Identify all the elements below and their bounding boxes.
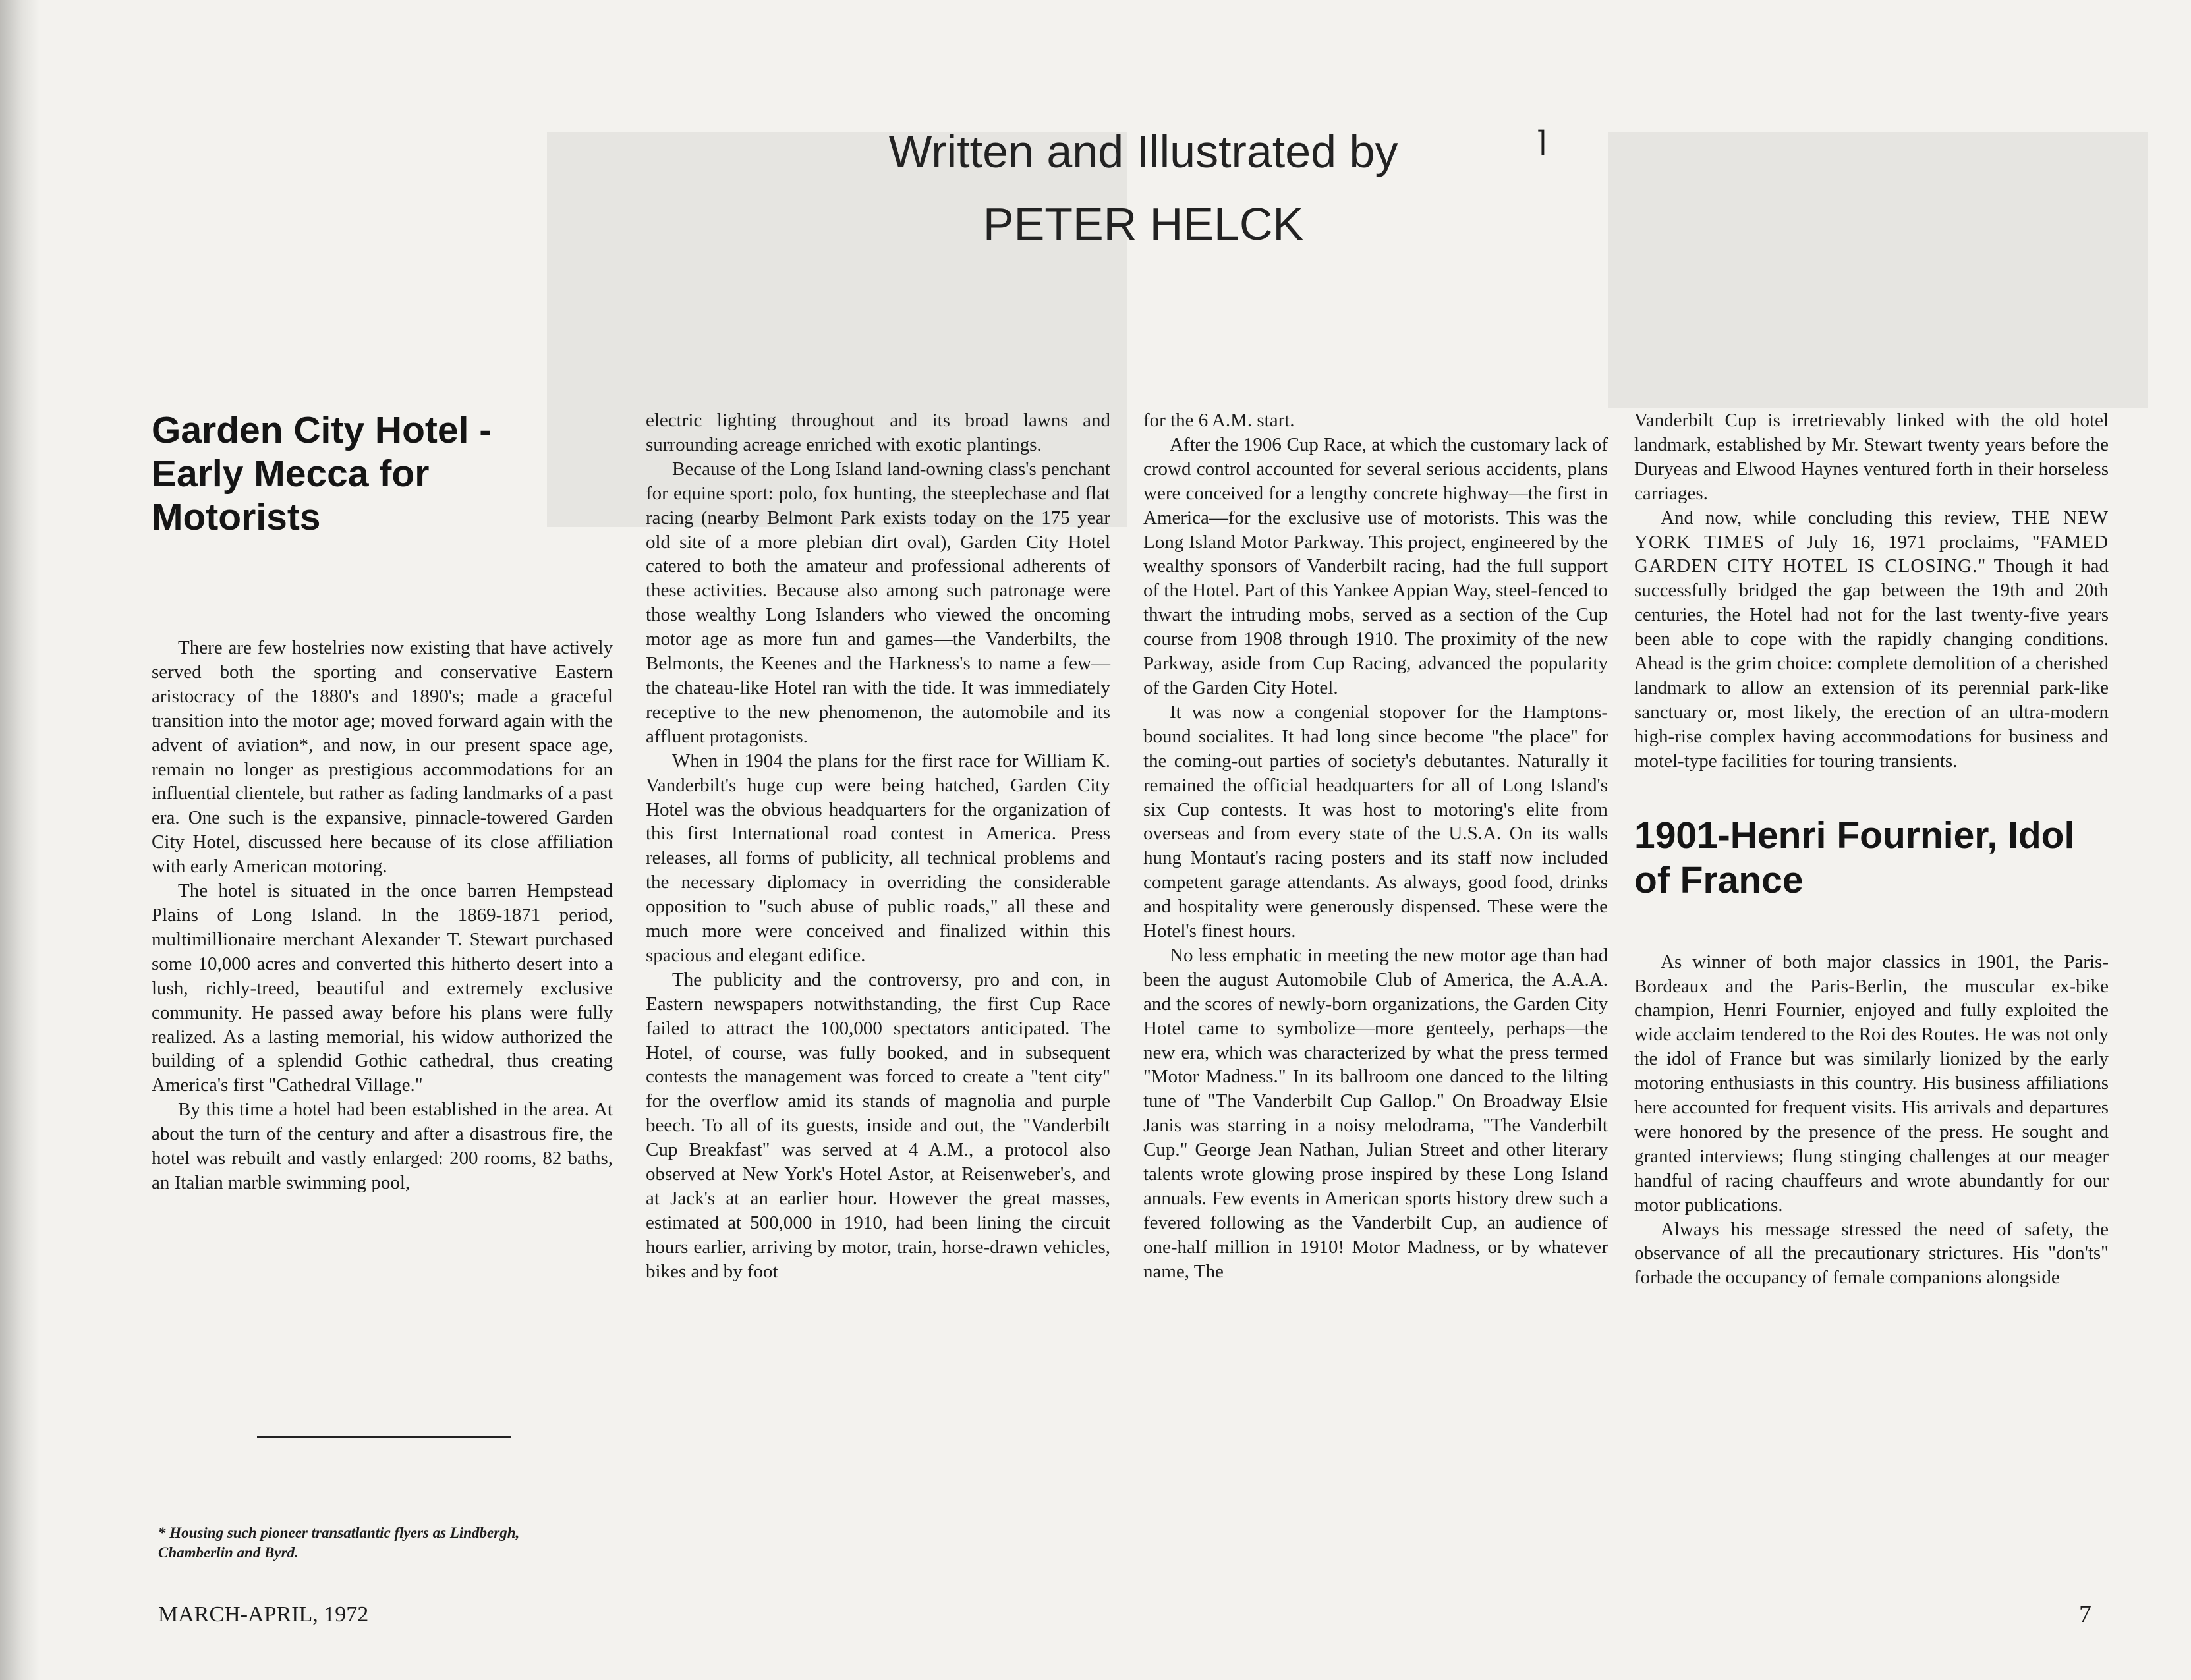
show-through-illustration-right — [1608, 132, 2148, 408]
paragraph — [1634, 506, 2109, 773]
byline-author: PETER HELCK — [982, 198, 1304, 250]
paragraph: electric lighting throughout and its broad lawns and surrounding acreage enriched with exotic plantings. — [646, 410, 1110, 455]
paragraph: As winner of both major classics in 1901, the Paris-Bordeaux and the Paris-Berlin, the muscular ex-bike champion, Henri Fournier, enjoyed and fully exploited the wide acclaim tendered to the Roi des Routes. He was not only the idol of France but was similarly lionized by the early motoring enthusiasts in this country. His business affiliations here accounted for frequent visits. His arrivals and departures were honored by the presence of the press. He sought and granted interviews; flung stinging challenges at our meager handful of racing chauffeurs and wrote abundantly for our motor publications. — [1634, 951, 2109, 1216]
footnote: * Housing such pioneer transatlantic flyers as Lindbergh, Chamberlin and Byrd. — [158, 1525, 520, 1561]
issue-date: MARCH-APRIL, 1972 — [158, 1602, 369, 1627]
paragraph: Because of the Long Island land-owning class's penchant for equine sport: polo, fox hunting, the steeplechase and flat racing (nearby Belmont Park exists today on the 175 year old site of a more plebian dirt oval), Garden City Hotel catered to both the amateur and professional adherents of these activities. Because also among such patronage were those wealthy Long Islanders who viewed the oncoming motor age as more fun and games—the Vanderbilts, the Belmonts, the Keenes and the Harkness's to name a few—the chateau-like Hotel ran with the tide. It was immediately receptive to the new phenomenon, the automobile and its affluent protagonists. — [646, 458, 1110, 747]
article-2-text — [1634, 950, 2109, 1291]
column-1-text — [152, 636, 613, 1195]
footnote-divider — [257, 1436, 511, 1438]
column-1 — [152, 408, 613, 1195]
paragraph: Vanderbilt Cup is irretrievably linked with the old hotel landmark, established by Mr. Stewart twenty years before the Duryeas and Elwood Haynes ventured forth in their horseless carriages. — [1634, 410, 2109, 504]
paragraph: By this time a hotel had been established in the area. At about the turn of the century and after a disastrous fire, the hotel was rebuilt and vastly enlarged: 200 rooms, 82 baths, an Italian marble swimming pool, — [152, 1099, 613, 1193]
paragraph: No less emphatic in meeting the new motor age than had been the august Automobile Club of America, the A.A.A. and the scores of newly-born organizations, the Garden City Hotel came to symbolize—more genteely, perhaps—the new era, which was characterized by what the press termed "Motor Madness." In its ballroom one danced to the lilting tune of "The Vanderbilt Cup Gallop." On Broadway Elsie Janis was starring in a noisy melodrama, "The Vanderbilt Cup." George Jean Nathan, Julian Street and other literary talents wrote glowing prose inspired by these Long Island annuals. Few events in American sports history drew such a fevered following as the Vanderbilt Cup, an audience of one-half million in 1910! Motor Madness, or by whatever name, The — [1143, 944, 1608, 1282]
paragraph: Always his message stressed the need of safety, the observance of all the precautionary strictures. His "don'ts" forbade the occupancy of female companions alongside — [1634, 1218, 2109, 1289]
column-2 — [646, 408, 1110, 1284]
column-2-text — [646, 408, 1110, 1284]
column-3 — [1143, 408, 1608, 1284]
column-4-text — [1634, 408, 2109, 773]
paragraph-text: And now, while concluding this review, — [1661, 507, 2012, 528]
newspaper-name: THE NEW YORK TIMES — [1634, 507, 2109, 553]
section-title: 1901-Henri Fournier, Idol of France — [1634, 814, 2075, 901]
paragraph-text: " Though it had successfully bridged the gap between the 19th and 20th centuries, the Hotel had not for the last twenty-five years been able to cope with the rapidly changing conditions. Ahead is the grim choice: complete demolition of a cherished landmark to allow an extension of its perennial park-like sanctuary or, most likely, the erection of an ultra-modern high-rise complex having accommodations for business and motel-type facilities for touring transients. — [1634, 555, 2109, 771]
column-3-text — [1143, 408, 1608, 1284]
paragraph: It was now a congenial stopover for the Hamptons-bound socialites. It had long since become "the place" for the coming-out parties of society's debutantes. Naturally it remained the official headquarters for all of Long Island's six Cup contests. It was host to motoring's elite from overseas and from every state of the U.S.A. On its walls hung Montaut's racing posters and its staff now included competent garage attendants. As always, good food, drinks and hospitality were generously dispensed. These were the Hotel's finest hours. — [1143, 701, 1608, 942]
newspaper-headline: FAMED GARDEN CITY HOTEL IS CLOSING. — [1634, 531, 2109, 577]
paragraph: After the 1906 Cup Race, at which the customary lack of crowd control accounted for several serious accidents, plans were conceived for a lengthy concrete highway—the first in America—for the exclusive use of motorists. This was the Long Island Motor Parkway. This project, engineered by the wealthy sponsors of Vanderbilt racing, had the full support of the Hotel. Part of this Yankee Appian Way, steel-fenced to thwart the intruding mobs, served as a section of the Cup course from 1908 through 1910. The proximity of the new Parkway, aside from Cup Racing, advanced the popularity of the Garden City Hotel. — [1143, 434, 1608, 698]
page-number: 7 — [2079, 1600, 2091, 1628]
paragraph: for the 6 A.M. start. — [1143, 410, 1295, 431]
paragraph: There are few hostelries now existing that have actively served both the sporting and conservative Eastern aristocracy of the 1880's and 1890's; made a graceful transition into the motor age; moved forward again with the advent of aviation*, and now, in our present space age, remain no longer as prestigious accommodations for an influential clientele, but rather as fading landmarks of a past era. One such is the expansive, pinnacle-towered Garden City Hotel, discussed here because of its close affiliation with early American motoring. — [152, 637, 613, 878]
paragraph: When in 1904 the plans for the first race for William K. Vanderbilt's huge cup were being hatched, Garden City Hotel was the obvious headquarters for the organization of this first International road contest in America. Press releases, all forms of publicity, all technical problems and the necessary diplomacy in overriding the considerable opposition to "such abuse of public roads," all these and much more were conceived and finalized within this spacious and elegant edifice. — [646, 750, 1110, 966]
paragraph: The publicity and the controversy, pro and con, in Eastern newspapers notwithstanding, the first Cup Race failed to attract the 100,000 spectators anticipated. The Hotel, of course, was fully booked, and in subsequent contests the management was forced to create a "tent city" for the overflow amid its stands of magnolia and purple beech. To all of its guests, inside and out, the "Vanderbilt Cup Breakfast" was served at 4 A.M., a protocol also observed at New York's Hotel Astor, at Reisenweber's, and at Jack's at an earlier hour. However the great masses, estimated at 500,000 in 1910, had been lining the circuit hours earlier, arriving by motor, train, horse-drawn vehicles, bikes and by foot — [646, 968, 1110, 1282]
paragraph-text: of July 16, 1971 proclaims, " — [1765, 531, 2040, 553]
paragraph: The hotel is situated in the once barren Hempstead Plains of Long Island. In the 1869-1871 period, multimillionaire merchant Alexander T. Stewart purchased some 10,000 acres and converted this hitherto desert into a lush, richly-treed, beautiful and extremely exclusive community. He passed away before his plans were fully realized. As a lasting memorial, his widow authorized the building of a splendid Gothic cathedral, thus creating America's first "Cathedral Village." — [152, 880, 613, 1096]
byline-line-1: Written and Illustrated by — [888, 126, 1398, 177]
page-binding-shadow — [0, 0, 40, 1680]
corner-mark: ⌉ — [1535, 126, 1547, 158]
column-4 — [1634, 408, 2109, 1290]
article-title: Garden City Hotel - Early Mecca for Motorists — [152, 409, 492, 538]
